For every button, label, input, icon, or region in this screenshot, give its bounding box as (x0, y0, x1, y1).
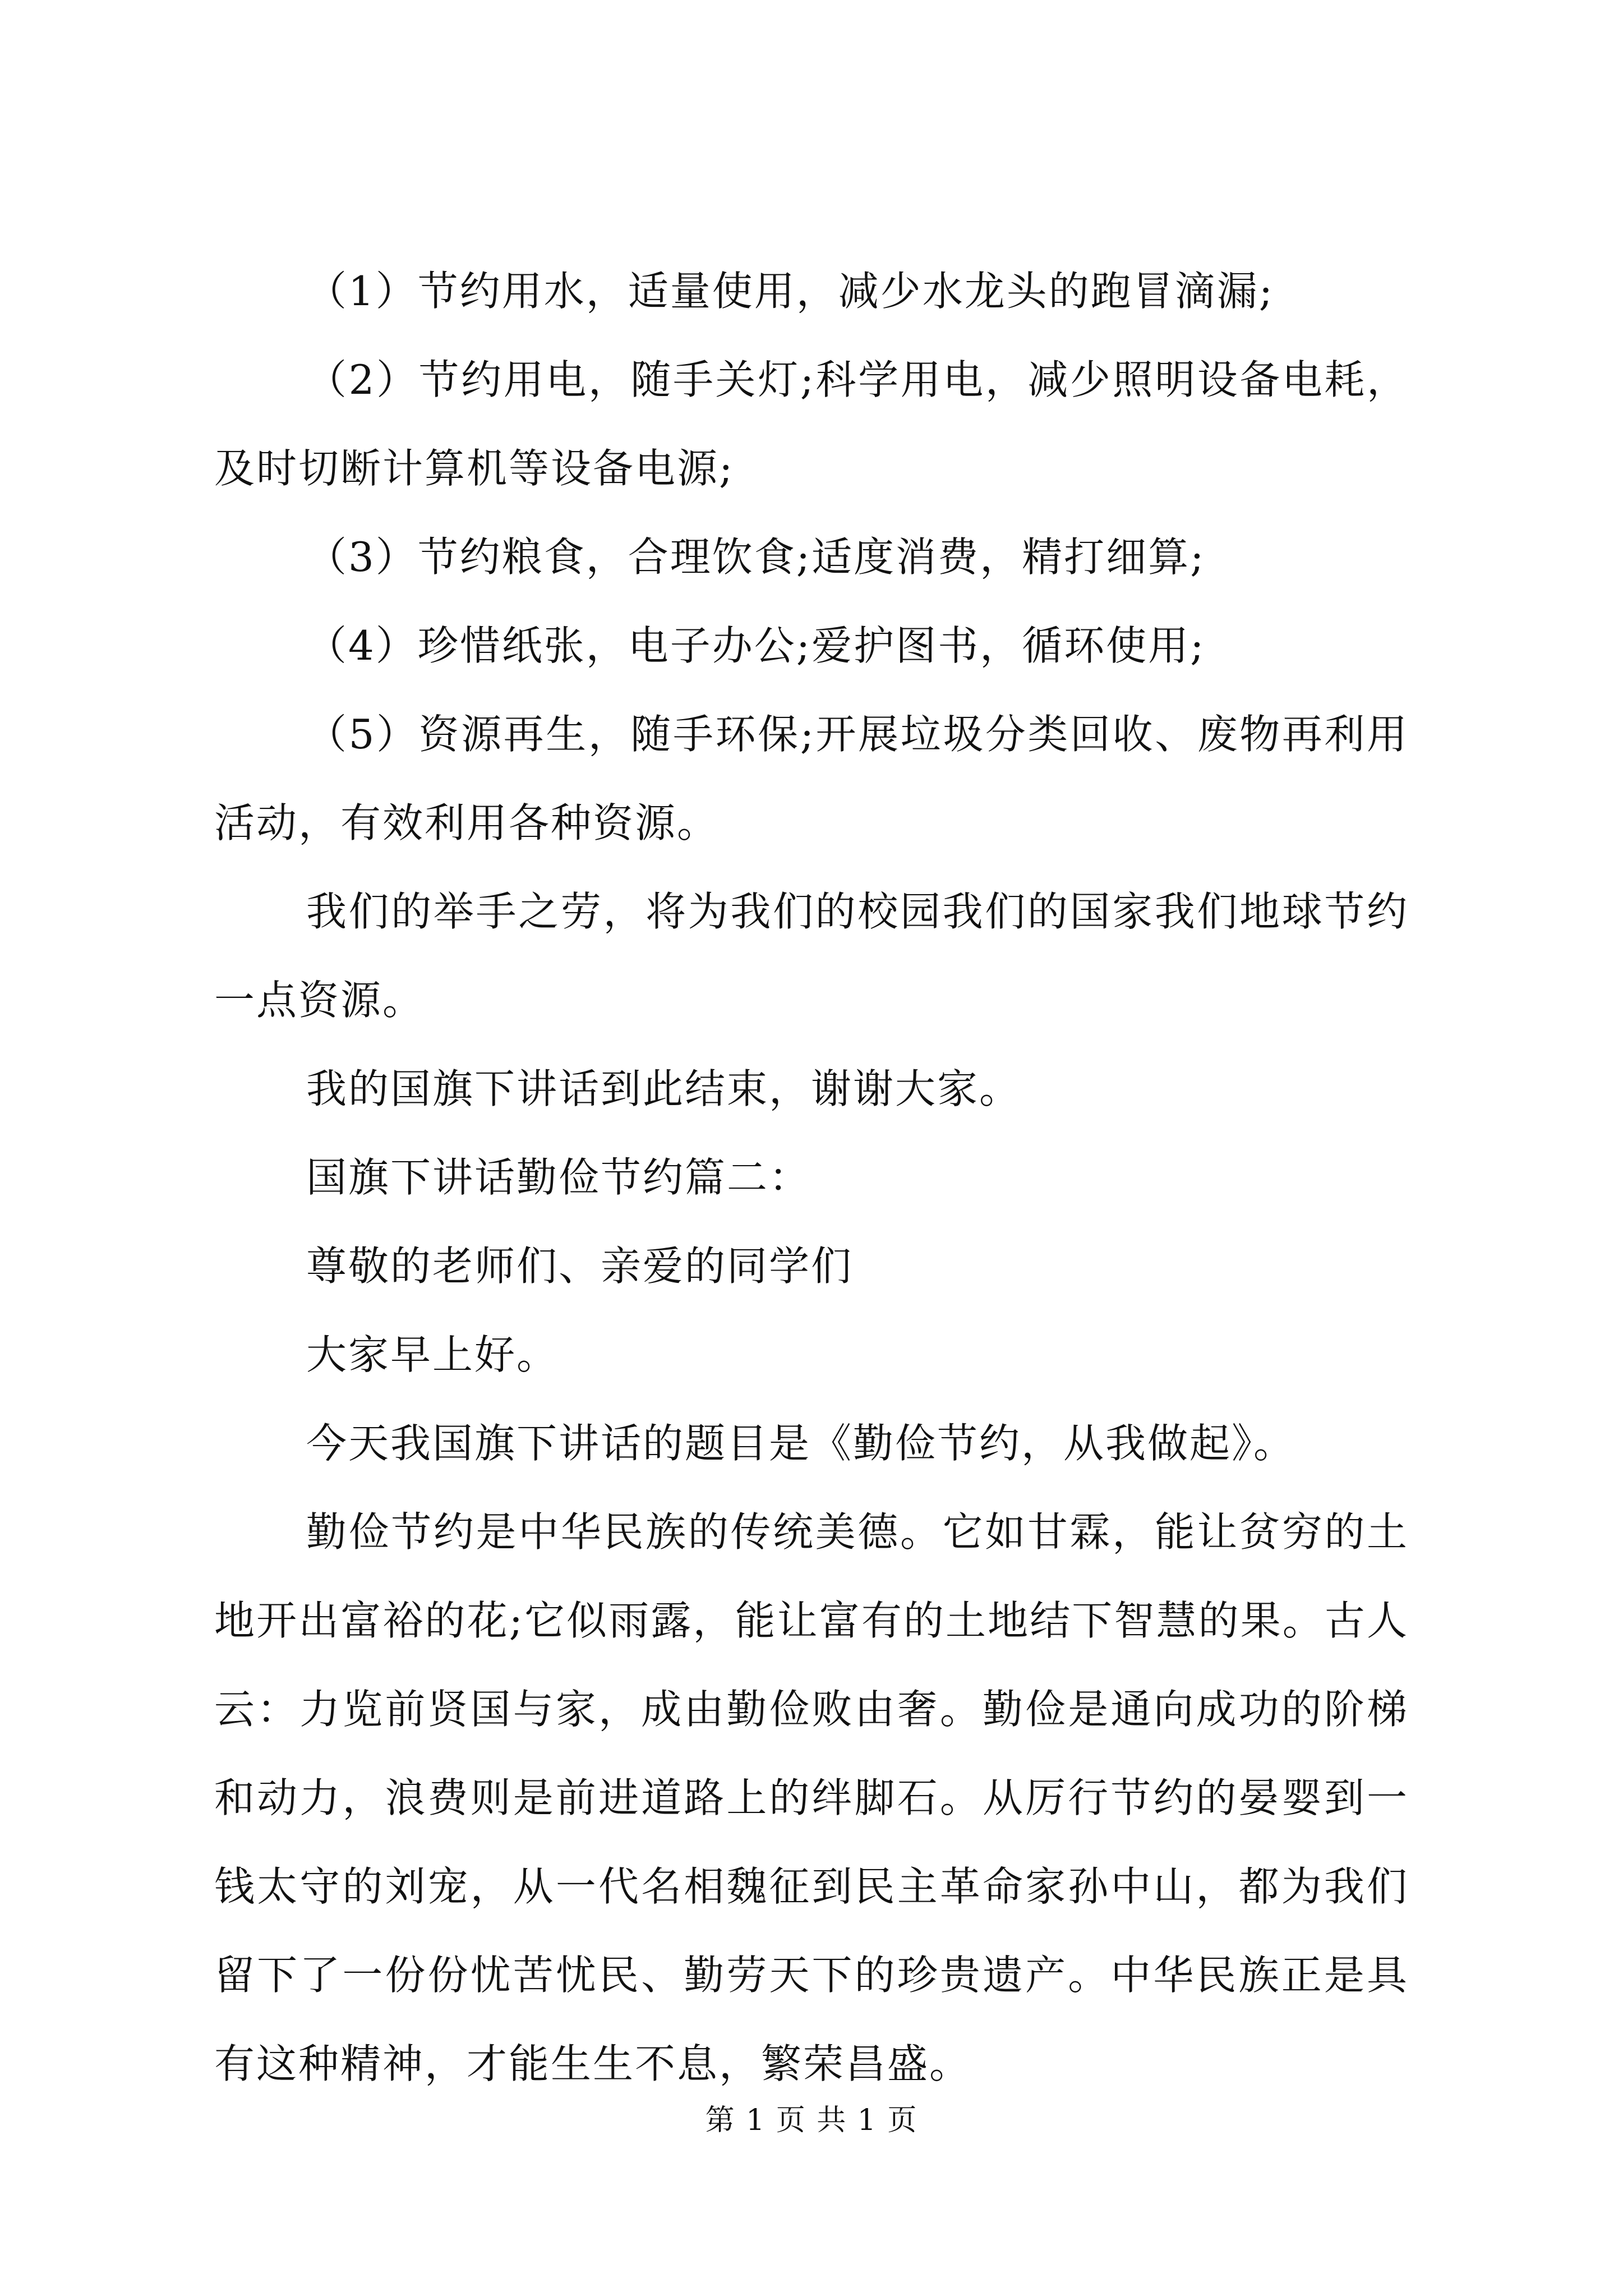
section-heading: 国旗下讲话勤俭节约篇二： (306, 1154, 811, 1201)
paragraph-effort: 我们的举手之劳，将为我们的校园我们的国家我们地球节约一点资源。 (214, 888, 1409, 1024)
paragraph-recycling: （5）资源再生，随手环保;开展垃圾分类回收、废物再利用活动，有效利用各种资源。 (214, 711, 1409, 846)
paragraph-paper: （4）珍惜纸张，电子办公;爱护图书，循环使用; (306, 622, 1206, 669)
greeting: 大家早上好。 (306, 1331, 559, 1378)
page-footer: 第 1 页 共 1 页 (705, 2104, 918, 2137)
speech-topic: 今天我国旗下讲话的题目是《勤俭节约，从我做起》。 (306, 1420, 1296, 1467)
salutation: 尊敬的老师们、亲爱的同学们 (306, 1243, 854, 1290)
paragraph-food: （3）节约粮食，合理饮食;适度消费，精打细算; (306, 533, 1206, 581)
paragraph-water: （1）节约用水，适量使用，减少水龙头的跑冒滴漏; (306, 268, 1275, 315)
paragraph-virtue: 勤俭节约是中华民族的传统美德。它如甘霖，能让贫穷的土地开出富裕的花;它似雨露，能让富有的土地结下智慧的果。古人云：力览前贤国与家，成由勤俭败由奢。勤俭是通向成功的阶梯和动力，浪费则是前进道路上的绊脚石。从厉行节约的晏婴到一钱太守的刘宠，从一代名相魏征到民主革命家孙中山，都为我们留下了一份份忧苦忧民、勤劳天下的珍贵遗产。中华民族正是具有这种精神，才能生生不息，繁荣昌盛。 (214, 1508, 1409, 2087)
document-body (214, 247, 1409, 2108)
paragraph-electricity: （2）节约用电，随手关灯;科学用电，减少照明设备电耗，及时切断计算机等设备电源; (214, 356, 1409, 492)
paragraph-closing: 我的国旗下讲话到此结束，谢谢大家。 (306, 1065, 1022, 1112)
